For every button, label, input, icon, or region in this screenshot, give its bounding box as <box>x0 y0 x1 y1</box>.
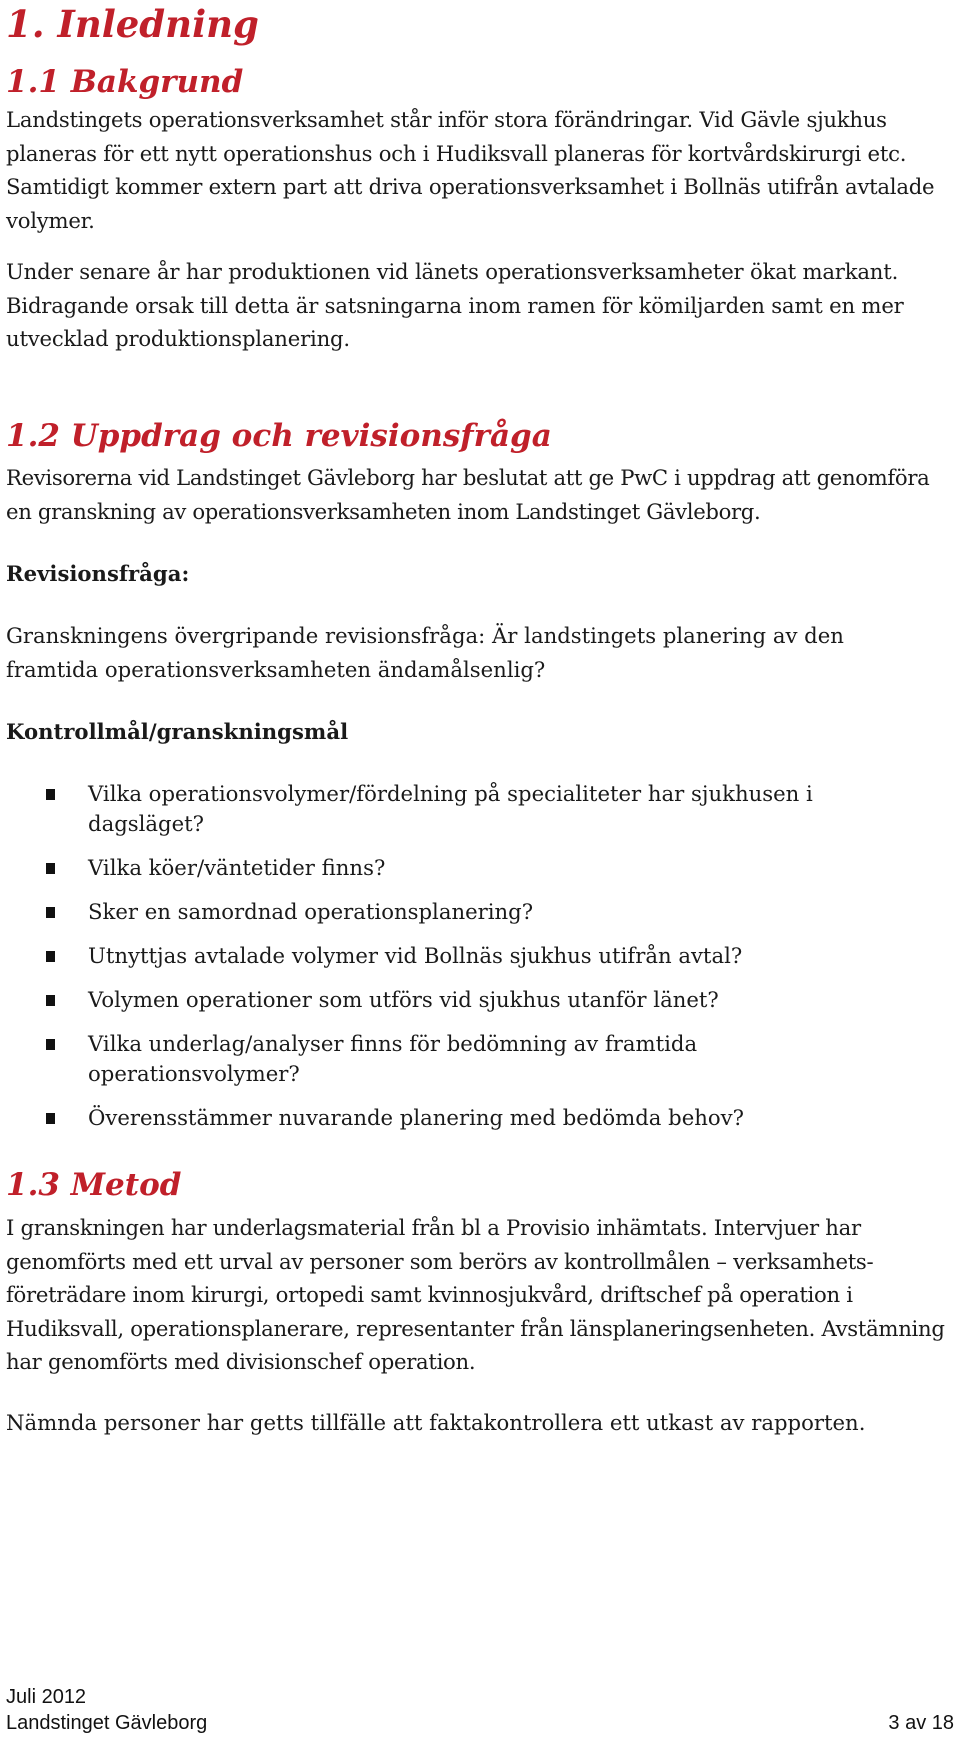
square-bullet-icon <box>46 951 55 962</box>
list-item: Vilka underlag/analyser finns för bedömning av framtida operationsvolymer? <box>6 1029 906 1089</box>
bakgrund-paragraph-1: Landstingets operationsverksamhet står inför stora förändringar. Vid Gävle sjukhus planeras för ett nytt operationshus och i Hudiksvall planeras för kortvårdskirurgi etc. Samtidigt kommer extern part att driva operationsverksamhet i Bollnäs utifrån avtalade volymer. <box>6 107 935 233</box>
bakgrund-paragraph-2: Under senare år har produktionen vid länets operationsverksamheter ökat markant. Bidragande orsak till detta är satsningarna inom ramen för kömiljarden samt en mer utvecklad produktionsplanering. <box>6 259 904 351</box>
square-bullet-icon <box>46 907 55 918</box>
list-item: Vilka operationsvolymer/fördelning på specialiteter har sjukhusen i dagsläget? <box>6 779 906 839</box>
section-heading-bakgrund: 1.1 Bakgrund <box>6 64 244 100</box>
revisionsfraga-label: Revisionsfråga: <box>6 561 190 586</box>
section-heading-uppdrag: 1.2 Uppdrag och revisionsfråga <box>6 418 552 454</box>
list-item: Volymen operationer som utförs vid sjukhus utanför länet? <box>6 985 906 1015</box>
kontrollmal-label: Kontrollmål/granskningsmål <box>6 719 349 744</box>
revisionsfraga-paragraph: Granskningens övergripande revisionsfråga: Är landstingets planering av den framtida operationsverksamheten ändamålsenlig? <box>6 623 844 682</box>
chapter-heading: 1. Inledning <box>6 2 259 46</box>
section-heading-metod: 1.3 Metod <box>6 1167 182 1203</box>
metod-paragraph-2: Nämnda personer har getts tillfälle att faktakontrollera ett utkast av rapporten. <box>6 1410 866 1435</box>
list-item: Vilka köer/väntetider finns? <box>6 853 906 883</box>
list-item: Sker en samordnad operationsplanering? <box>6 897 906 927</box>
square-bullet-icon <box>46 863 55 874</box>
metod-paragraph-1: I granskningen har underlagsmaterial från bl a Provisio inhämtats. Intervjuer har genomförts med ett urval av personer som berörs av kontrollmålen – verksamhets-företrädare inom kirurgi, ortopedi samt kvinnosjukvård, driftschef på operation i Hudiksvall, operationsplanerare, representanter från länsplaneringsenheten. Avstämning har genomförts med divisionschef operation. <box>6 1215 945 1374</box>
square-bullet-icon <box>46 789 55 800</box>
square-bullet-icon <box>46 1039 55 1050</box>
list-item: Utnyttjas avtalade volymer vid Bollnäs sjukhus utifrån avtal? <box>6 941 906 971</box>
kontrollmal-list <box>6 779 906 1133</box>
square-bullet-icon <box>46 1113 55 1124</box>
list-item: Överensstämmer nuvarande planering med bedömda behov? <box>6 1103 906 1133</box>
footer-organization: Landstinget Gävleborg <box>6 1712 208 1734</box>
footer-date: Juli 2012 <box>6 1686 87 1708</box>
footer-page-number: 3 av 18 <box>888 1712 954 1734</box>
uppdrag-paragraph: Revisorerna vid Landstinget Gävleborg har beslutat att ge PwC i uppdrag att genomföra en granskning av operationsverksamheten inom Landstinget Gävleborg. <box>6 465 930 524</box>
square-bullet-icon <box>46 995 55 1006</box>
